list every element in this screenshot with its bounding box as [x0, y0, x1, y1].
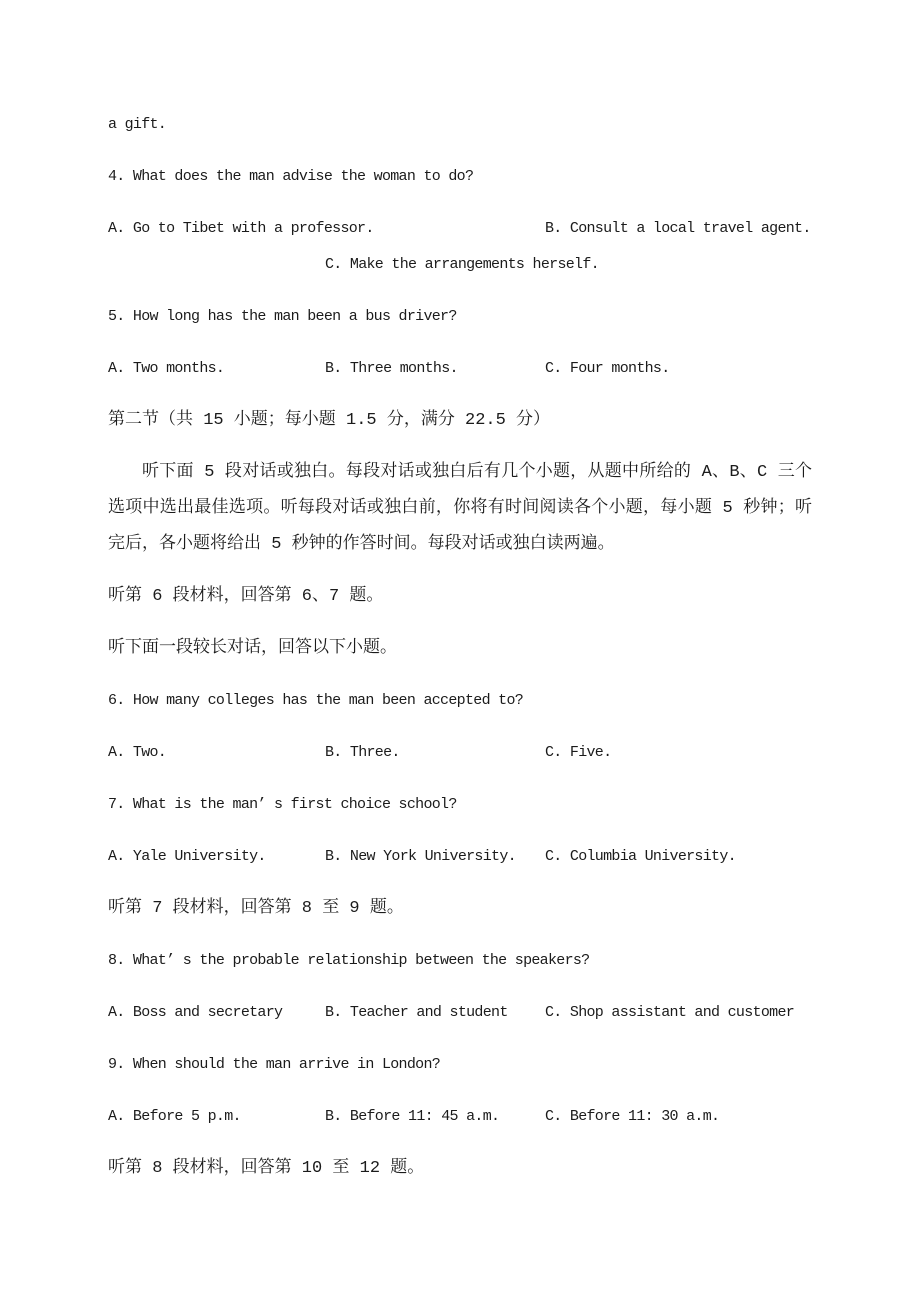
continuation-text: a gift. [108, 116, 167, 133]
question-8-text: 8. What’ s the probable relationship between the speakers? [108, 952, 590, 969]
question-6-options-row [108, 735, 812, 771]
question-5-option-b: B. Three months. [325, 360, 458, 377]
question-8-option-a: A. Boss and secretary [108, 1004, 283, 1021]
question-6-option-a: A. Two. [108, 744, 167, 761]
section-2-heading: 第二节（共 15 小题；每小题 1.5 分，满分 22.5 分） [108, 411, 551, 430]
long-dialogue-note: 听下面一段较长对话，回答以下小题。 [108, 639, 397, 658]
question-4-text: 4. What does the man advise the woman to do? [108, 168, 474, 185]
question-9-option-c: C. Before 11: 30 a.m. [545, 1108, 720, 1125]
question-7-text: 7. What is the man’ s first choice school? [108, 796, 457, 813]
question-6-option-c: C. Five. [545, 744, 612, 761]
question-8-option-c: C. Shop assistant and customer [545, 1004, 795, 1021]
question-7-option-c: C. Columbia University. [545, 848, 736, 865]
question-6-option-b: B. Three. [325, 744, 400, 761]
question-8-option-b: B. Teacher and student [325, 1004, 508, 1021]
question-5-option-a: A. Two months. [108, 360, 225, 377]
material-7-note: 听第 7 段材料，回答第 8 至 9 题。 [108, 899, 404, 918]
material-6-note: 听第 6 段材料，回答第 6、7 题。 [108, 587, 384, 606]
question-9-option-b: B. Before 11: 45 a.m. [325, 1108, 500, 1125]
question-5-options-row [108, 351, 812, 387]
question-5-text: 5. How long has the man been a bus driver? [108, 308, 457, 325]
question-4-option-b: B. Consult a local travel agent. [545, 220, 811, 237]
question-4-options-row [108, 211, 812, 247]
question-5-option-c: C. Four months. [545, 360, 670, 377]
question-7-option-b: B. New York University. [325, 848, 516, 865]
question-7-option-a: A. Yale University. [108, 848, 266, 865]
material-8-note: 听第 8 段材料，回答第 10 至 12 题。 [108, 1159, 425, 1178]
question-4-option-c: C. Make the arrangements herself. [325, 256, 599, 273]
question-9-options-row [108, 1099, 812, 1135]
question-9-option-a: A. Before 5 p.m. [108, 1108, 241, 1125]
question-7-options-row [108, 839, 812, 875]
question-6-text: 6. How many colleges has the man been accepted to? [108, 692, 524, 709]
question-9-text: 9. When should the man arrive in London? [108, 1056, 441, 1073]
question-8-options-row [108, 995, 812, 1031]
question-4-option-a: A. Go to Tibet with a professor. [108, 220, 374, 237]
section-2-instructions: 听下面 5 段对话或独白。每段对话或独白后有几个小题，从题中所给的 A、B、C 三个选项中选出最佳选项。听每段对话或独白前，你将有时间阅读各个小题，每小题 5 秒钟；听完后，各小题将给出 5 秒钟的作答时间。每段对话或独白读两遍。 [108, 463, 812, 554]
